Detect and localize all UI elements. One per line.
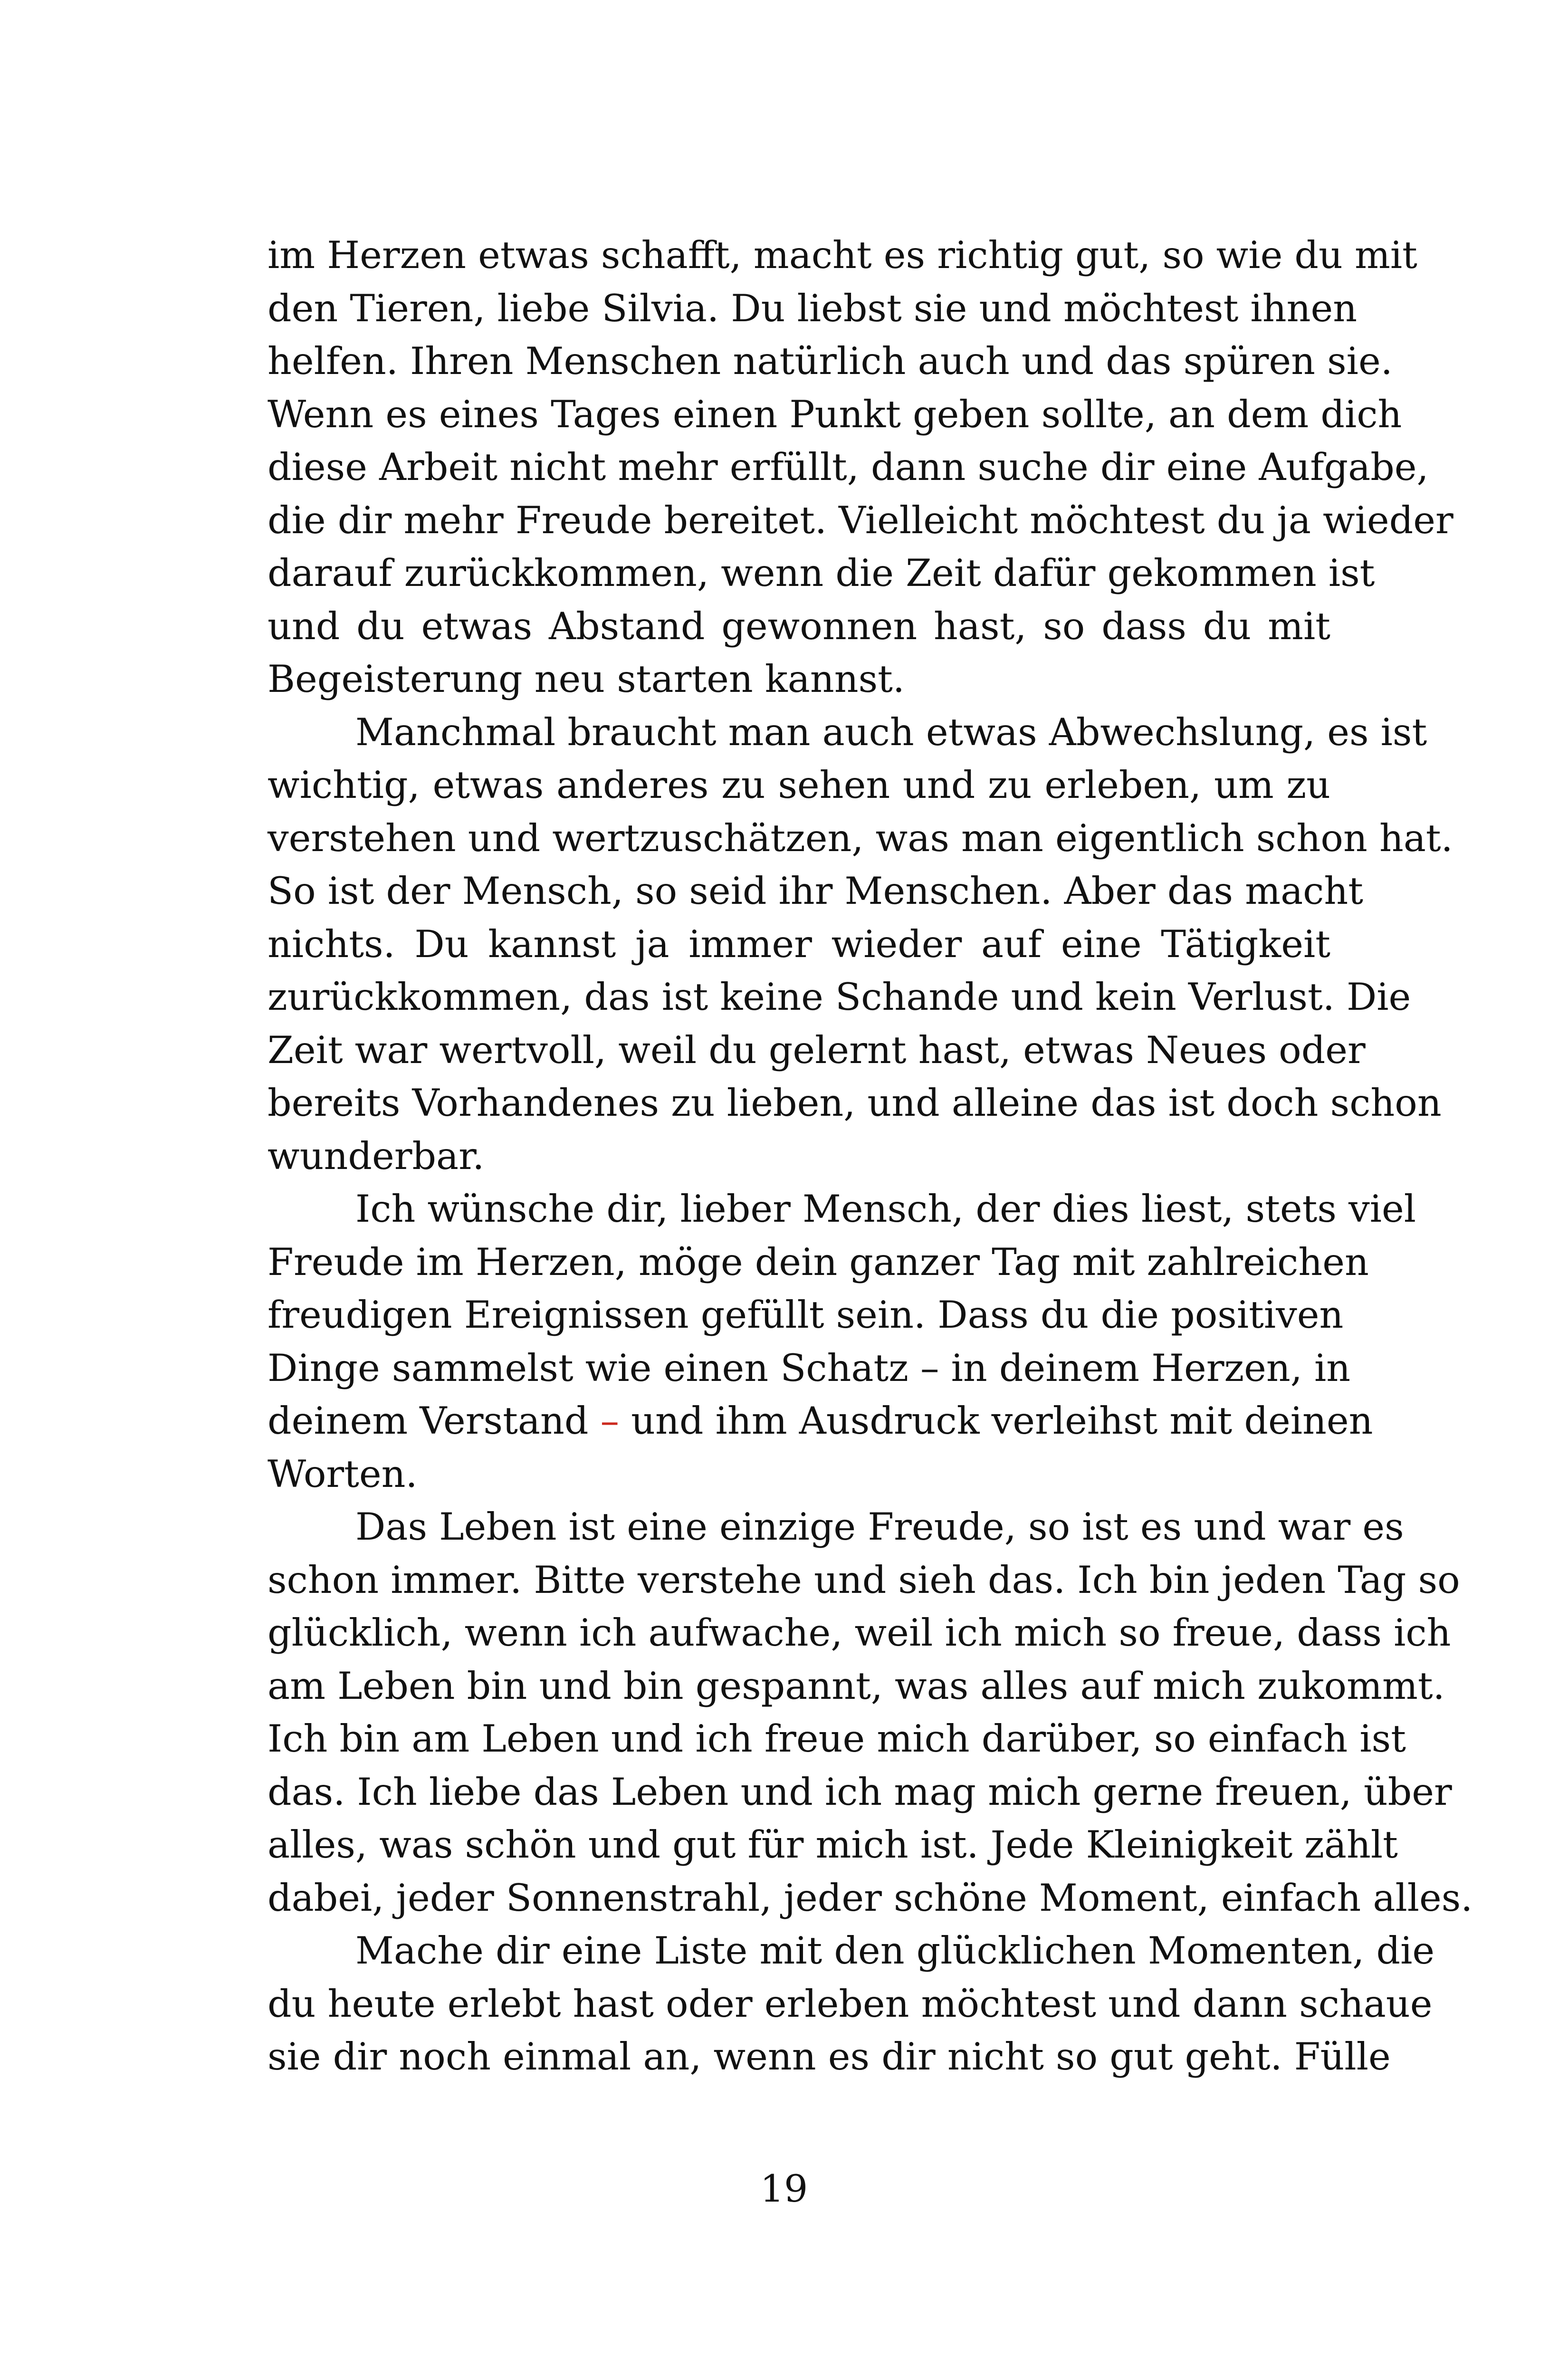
- text-line: du heute erlebt hast oder erleben möchtest und dann schaue: [268, 1982, 1433, 2026]
- text-line: zurückkommen, das ist keine Schande und kein Verlust. Die: [268, 975, 1411, 1019]
- text-line: Ich wünsche dir, lieber Mensch, der dies liest, stets viel: [355, 1187, 1416, 1231]
- text-line: wunderbar.: [268, 1134, 485, 1178]
- text-line: Worten.: [268, 1452, 418, 1496]
- text-line: [268, 1395, 1373, 1448]
- text-segment: deinem Verstand: [268, 1399, 601, 1443]
- text-line: Zeit war wertvoll, weil du gelernt hast, etwas Neues oder: [268, 1028, 1366, 1072]
- text-line: Wenn es eines Tages einen Punkt geben sollte, an dem dich: [268, 392, 1402, 436]
- text-line: Manchmal braucht man auch etwas Abwechslung, es ist: [355, 710, 1427, 754]
- text-line: die dir mehr Freude bereitet. Vielleicht möchtest du ja wieder: [268, 498, 1453, 542]
- text-line: im Herzen etwas schafft, macht es richtig gut, so wie du mit: [268, 233, 1417, 277]
- text-line: freudigen Ereignissen gefüllt sein. Dass du die positiven: [268, 1293, 1344, 1337]
- body-text: [268, 229, 1473, 2084]
- text-line: diese Arbeit nicht mehr erfüllt, dann suche dir eine Aufgabe,: [268, 445, 1429, 489]
- page-number: 19: [760, 2167, 808, 2211]
- text-line: Freude im Herzen, möge dein ganzer Tag mit zahlreichen: [268, 1240, 1369, 1284]
- text-line: sie dir noch einmal an, wenn es dir nicht so gut geht. Fülle: [268, 2035, 1391, 2079]
- text-line: helfen. Ihren Menschen natürlich auch und das spüren sie.: [268, 339, 1393, 383]
- text-line: den Tieren, liebe Silvia. Du liebst sie und möchtest ihnen: [268, 286, 1358, 330]
- text-line: glücklich, wenn ich aufwache, weil ich mich so freue, dass ich: [268, 1611, 1451, 1655]
- text-line: bereits Vorhandenes zu lieben, und alleine das ist doch schon: [268, 1081, 1442, 1125]
- text-line: Begeisterung neu starten kannst.: [268, 657, 905, 701]
- text-line: alles, was schön und gut für mich ist. Jede Kleinigkeit zählt: [268, 1823, 1398, 1867]
- text-line: am Leben bin und bin gespannt, was alles auf mich zukommt.: [268, 1664, 1445, 1708]
- text-line: Mache dir eine Liste mit den glücklichen Momenten, die: [355, 1929, 1435, 1973]
- text-line: darauf zurückkommen, wenn die Zeit dafür gekommen ist: [268, 551, 1375, 595]
- text-line: verstehen und wertzuschätzen, was man eigentlich schon hat.: [268, 816, 1453, 860]
- text-segment: und ihm Ausdruck verleihst mit deinen: [619, 1399, 1373, 1443]
- text-line: So ist der Mensch, so seid ihr Menschen. Aber das macht: [268, 869, 1364, 913]
- text-line: Das Leben ist eine einzige Freude, so ist es und war es: [355, 1505, 1404, 1549]
- text-line: nichts. Du kannst ja immer wieder auf eine Tätigkeit: [268, 922, 1330, 966]
- red-dash: –: [600, 1399, 620, 1443]
- text-line: wichtig, etwas anderes zu sehen und zu erleben, um zu: [268, 763, 1330, 807]
- text-line: und du etwas Abstand gewonnen hast, so dass du mit: [268, 604, 1330, 648]
- text-line: Ich bin am Leben und ich freue mich darüber, so einfach ist: [268, 1717, 1406, 1761]
- text-line: schon immer. Bitte verstehe und sieh das. Ich bin jeden Tag so: [268, 1558, 1460, 1602]
- text-line: das. Ich liebe das Leben und ich mag mich gerne freuen, über: [268, 1770, 1452, 1814]
- text-line: Dinge sammelst wie einen Schatz – in deinem Herzen, in: [268, 1346, 1351, 1390]
- text-line: dabei, jeder Sonnenstrahl, jeder schöne Moment, einfach alles.: [268, 1876, 1473, 1920]
